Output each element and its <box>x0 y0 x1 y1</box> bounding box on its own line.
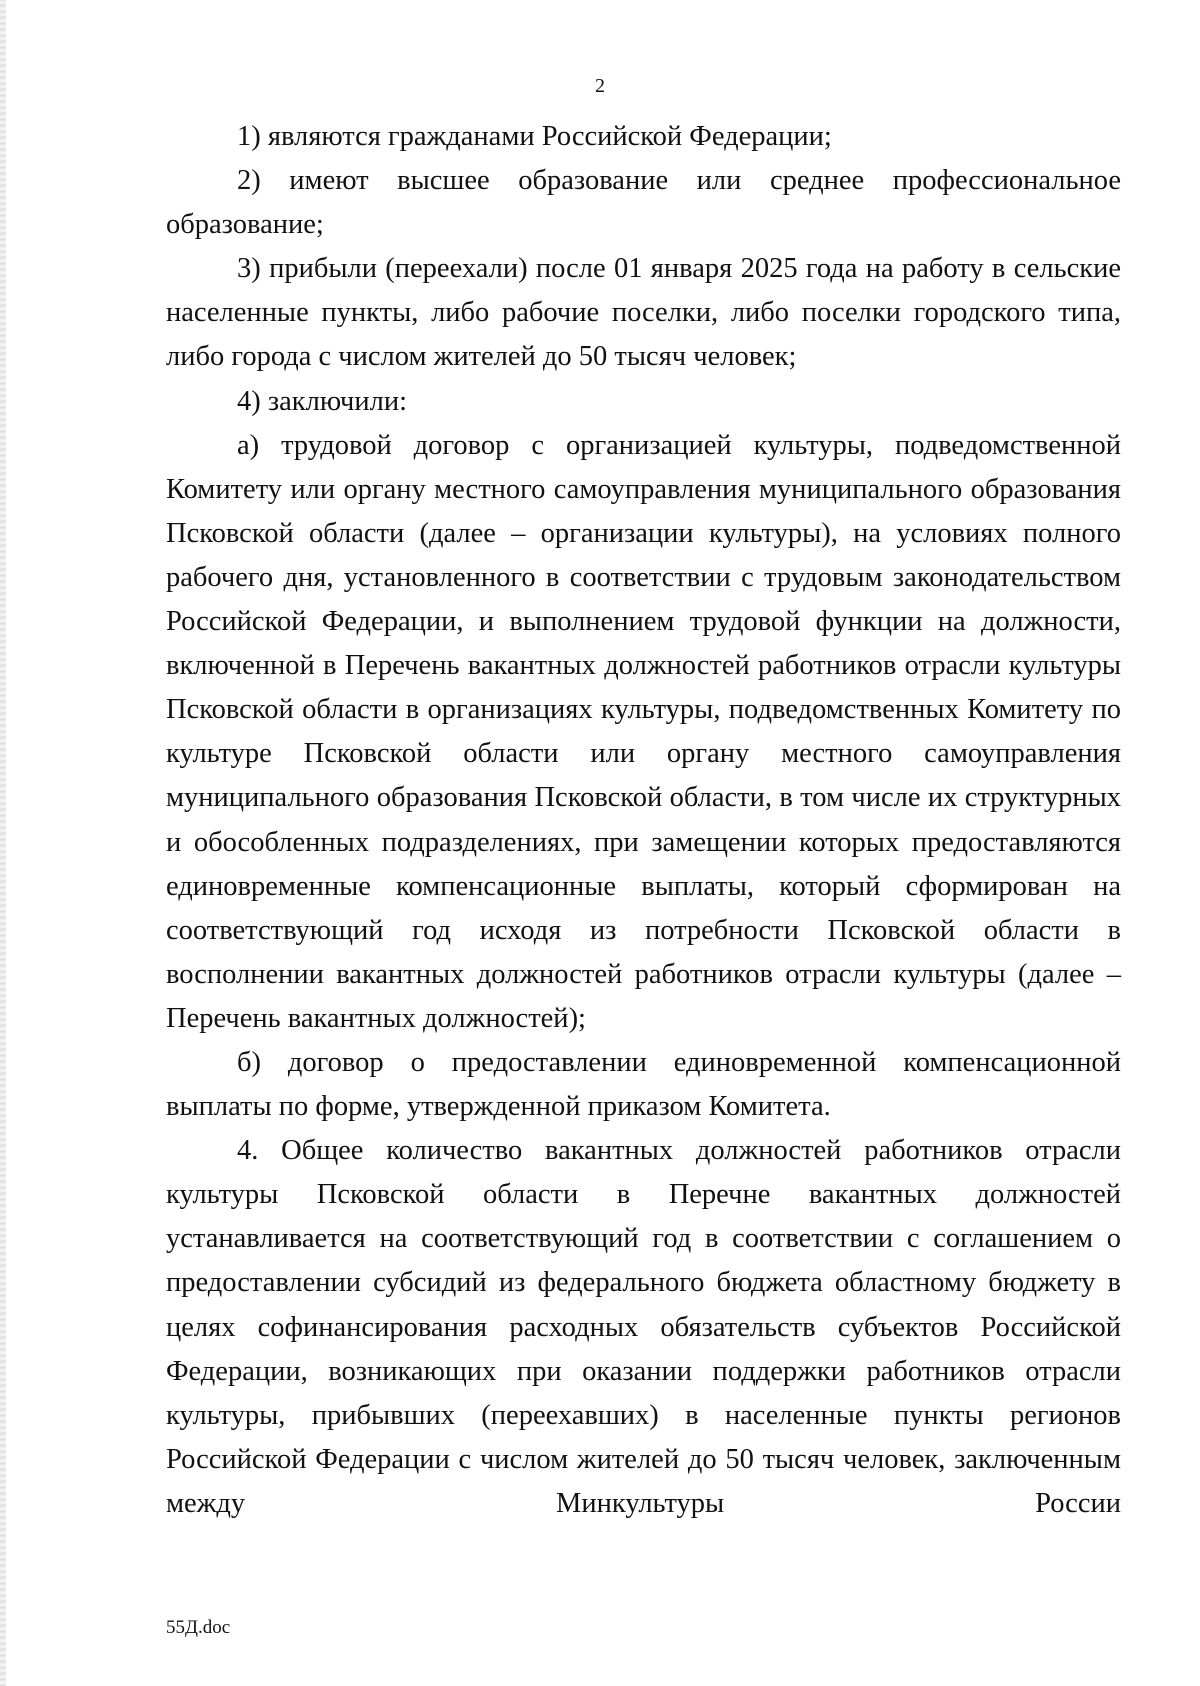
footer-filename: 55Д.doc <box>166 1617 231 1638</box>
paragraph-subitem-a: а) трудовой договор с организацией культуры, подведомственной Комитету или органу местного самоуправления муниципального образования Псковской области (далее – организации культуры), на условиях полного рабочего дня, установленного в соответствии с трудовым законодательством Российской Федерации, и выполнением трудовой функции на должности, включенной в Перечень вакантных должностей работников отрасли культуры Псковской области в организациях культуры, подведомственных Комитету по культуре Псковской области или органу местного самоуправления муниципального образования Псковской области, в том числе их структурных и обособленных подразделениях, при замещении которых предоставляются единовременные компенсационные выплаты, который сформирован на соответствующий год исходя из потребности Псковской области в восполнении вакантных должностей работников отрасли культуры (далее – Перечень вакантных должностей); <box>166 429 1121 1034</box>
paragraph-item-2: 2) имеют высшее образование или среднее профессиональное образование; <box>166 165 1121 241</box>
scan-edge <box>0 0 6 1686</box>
document-body <box>166 115 1121 1526</box>
paragraph-item-4: 4) заключили: <box>237 385 408 417</box>
paragraph-item-1: 1) являются гражданами Российской Федерации; <box>237 121 832 152</box>
page-number: 2 <box>595 75 605 97</box>
paragraph-subitem-b: б) договор о предоставлении единовременной компенсационной выплаты по форме, утвержденной приказом Комитета. <box>166 1046 1121 1123</box>
paragraph-clause-4: 4. Общее количество вакантных должностей работников отрасли культуры Псковской области в Перечне вакантных должностей устанавливается на соответствующий год в соответствии с соглашением о предоставлении субсидий из федерального бюджета областному бюджету в целях софинансирования расходных обязательств субъектов Российской Федерации, возникающих при оказании поддержки работников отрасли культуры, прибывших (переехавших) в населенные пункты регионов Российской Федерации с числом жителей до 50 тысяч человек, заключенным между Минкультуры России <box>166 1135 1121 1519</box>
paragraph-item-3: 3) прибыли (переехали) после 01 января 2025 года на работу в сельские населенные пункты, либо рабочие поселки, либо поселки городского типа, либо города с числом жителей до 50 тысяч человек; <box>166 253 1121 373</box>
